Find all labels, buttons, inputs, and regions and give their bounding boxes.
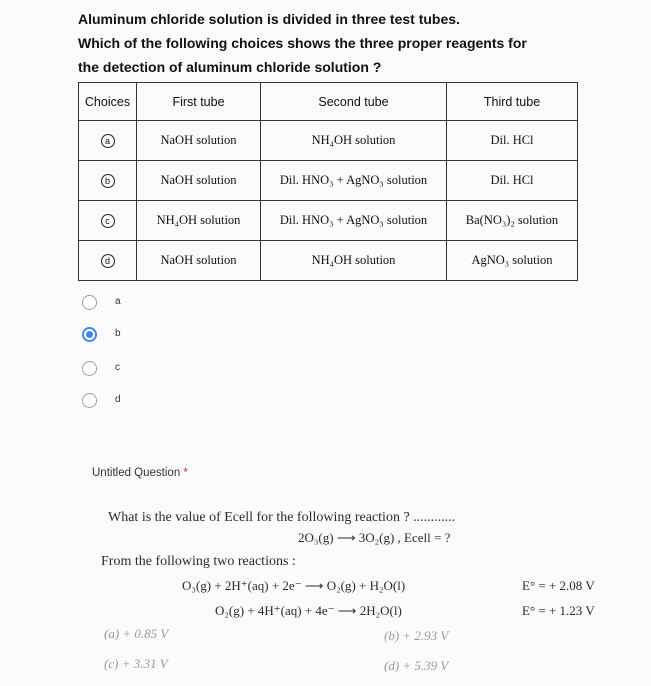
- half-reaction-1: O₃(g) + 2H⁺(aq) + 2e⁻ ⟶ O₂(g) + H₂O(l): [182, 578, 406, 593]
- q2-choice-c: (c) + 3.31 V: [104, 656, 168, 671]
- table-row: [79, 161, 578, 201]
- question2-from-text: From the following two reactions :: [101, 554, 296, 569]
- choice-letter-b: b: [101, 174, 115, 188]
- choice-letter-a: a: [101, 134, 115, 148]
- choice-letter-c: c: [101, 214, 115, 228]
- choice-letter-d: d: [101, 254, 115, 268]
- radio-option-c[interactable]: [82, 361, 97, 376]
- question1-text: [78, 7, 598, 79]
- first-tube-cell: NaOH solution: [137, 161, 261, 201]
- second-tube-cell: Dil. HNO₃ + AgNO₃ solution: [261, 161, 447, 201]
- question2-title: [92, 467, 188, 479]
- header-first-tube: First tube: [137, 83, 261, 121]
- third-tube-cell: Ba(NO₃)₂ solution: [447, 201, 578, 241]
- option-label: d: [115, 394, 121, 405]
- question2-title-text: Untitled Question: [92, 467, 181, 479]
- option-label: c: [115, 362, 120, 373]
- half-reaction-1-potential: E° = + 2.08 V: [522, 578, 595, 593]
- radio-option-d[interactable]: [82, 393, 97, 408]
- half-reaction-2-potential: E° = + 1.23 V: [522, 603, 595, 618]
- question2-reaction: 2O₃(g) ⟶ 3O₂(g) , Ecell = ?: [298, 530, 451, 545]
- third-tube-cell: Dil. HCl: [447, 161, 578, 201]
- third-tube-cell: Dil. HCl: [447, 121, 578, 161]
- table-row: [79, 241, 578, 281]
- question1-line: Aluminum chloride solution is divided in three test tubes.: [78, 11, 460, 27]
- q2-choice-a: (a) + 0.85 V: [104, 626, 169, 641]
- q2-choice-d: (d) + 5.39 V: [384, 658, 449, 673]
- second-tube-cell: Dil. HNO₃ + AgNO₃ solution: [261, 201, 447, 241]
- required-mark: *: [183, 467, 188, 479]
- radio-option-a[interactable]: [82, 295, 97, 310]
- first-tube-cell: NH₄OH solution: [137, 201, 261, 241]
- question2-prompt: What is the value of Ecell for the following reaction ? ............: [108, 510, 456, 525]
- q2-choice-b: (b) + 2.93 V: [384, 628, 449, 643]
- header-third-tube: Third tube: [447, 83, 578, 121]
- second-tube-cell: NH₄OH solution: [261, 121, 447, 161]
- first-tube-cell: NaOH solution: [137, 121, 261, 161]
- question1-line: the detection of aluminum chloride solution ?: [78, 59, 382, 75]
- radio-option-b-selected[interactable]: [82, 327, 97, 342]
- second-tube-cell: NH₄OH solution: [261, 241, 447, 281]
- table-row: [79, 201, 578, 241]
- table-row: [79, 121, 578, 161]
- option-label: a: [115, 296, 121, 307]
- header-second-tube: Second tube: [261, 83, 447, 121]
- question1-line: Which of the following choices shows the three proper reagents for: [78, 35, 527, 51]
- header-choices: Choices: [79, 83, 137, 121]
- first-tube-cell: NaOH solution: [137, 241, 261, 281]
- option-label: b: [115, 328, 121, 339]
- half-reaction-2: O₂(g) + 4H⁺(aq) + 4e⁻ ⟶ 2H₂O(l): [215, 603, 402, 618]
- reagent-table: [78, 82, 578, 281]
- third-tube-cell: AgNO₃ solution: [447, 241, 578, 281]
